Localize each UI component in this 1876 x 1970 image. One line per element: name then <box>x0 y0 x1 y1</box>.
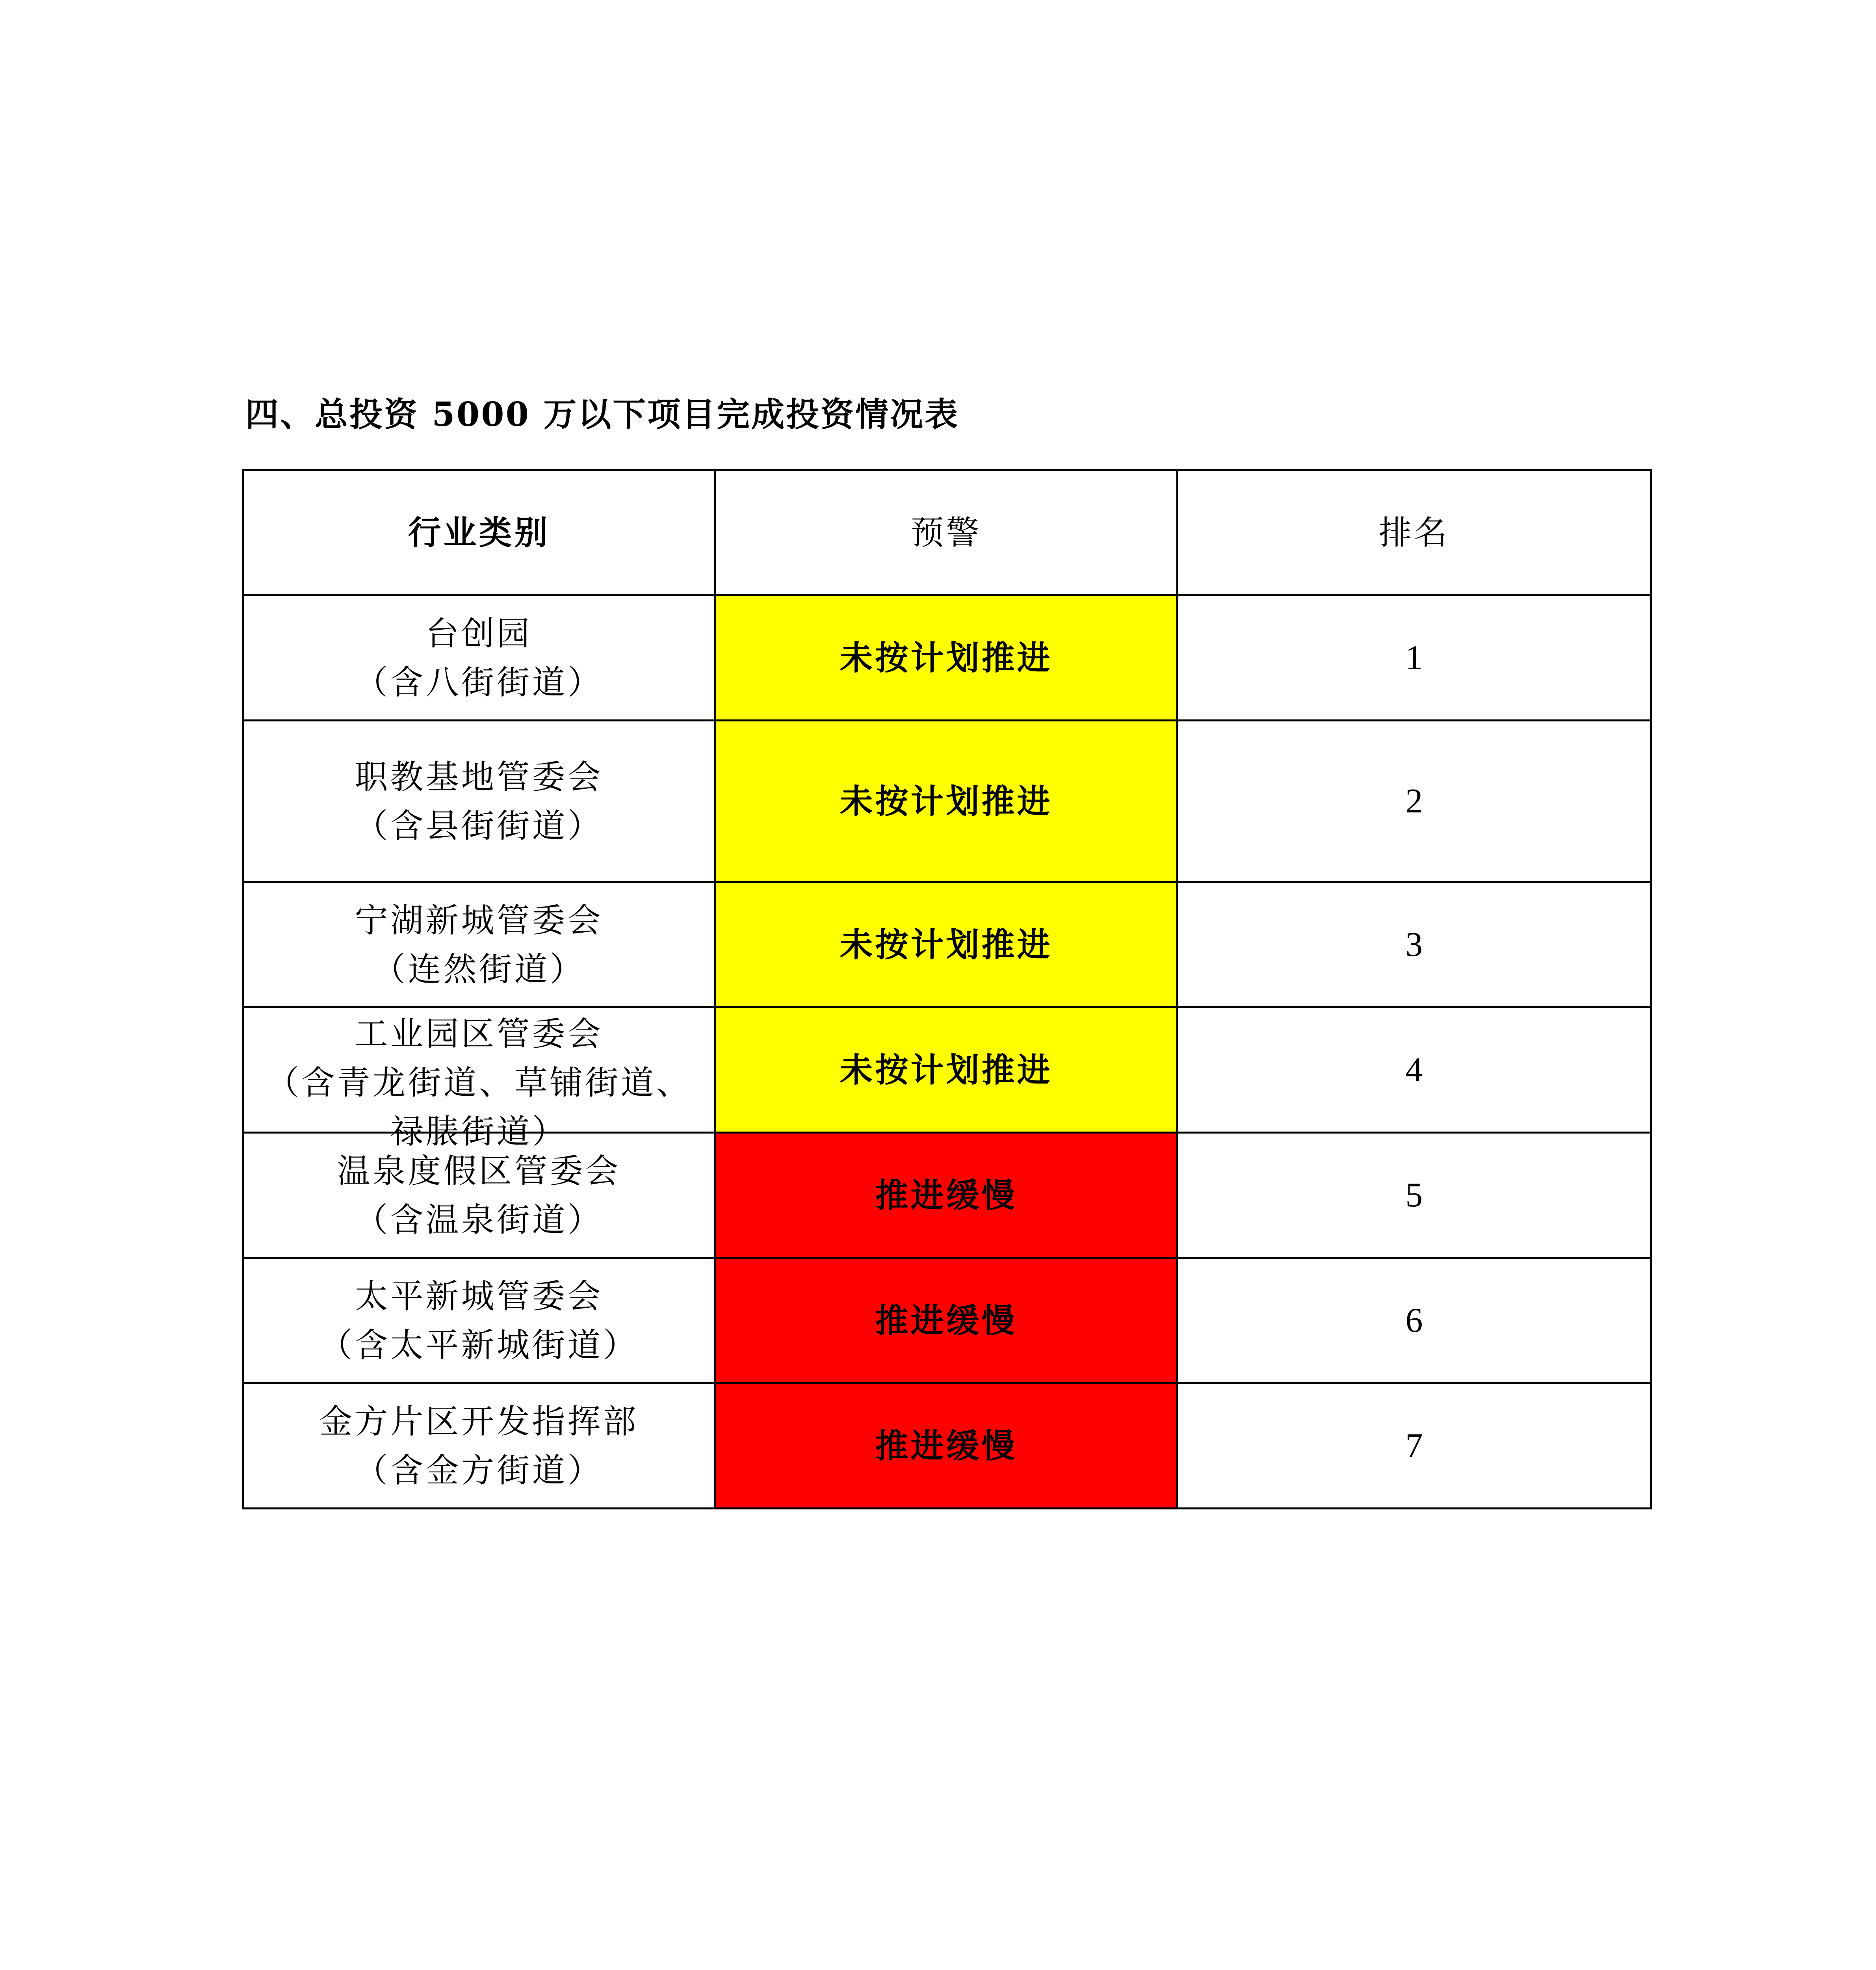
category-name: 台创园 <box>425 614 532 653</box>
category-note: （含太平新城街道） <box>319 1325 639 1364</box>
rank-value: 2 <box>1405 782 1423 820</box>
header-category: 行业类别 <box>243 470 715 595</box>
warning-cell <box>715 882 1178 1007</box>
rank-value: 4 <box>1405 1051 1423 1089</box>
category-name: 金方片区开发指挥部 <box>319 1402 639 1441</box>
category-cell <box>243 595 715 721</box>
rank-cell <box>1178 1383 1651 1509</box>
category-name: 太平新城管委会 <box>355 1277 603 1316</box>
header-warning: 预警 <box>715 470 1178 595</box>
warning-status: 未按计划推进 <box>840 638 1053 677</box>
warning-status: 未按计划推进 <box>840 781 1053 821</box>
table-row <box>243 1133 1651 1258</box>
warning-status: 推进缓慢 <box>875 1175 1017 1215</box>
table-row <box>243 882 1651 1007</box>
warning-cell <box>715 1133 1178 1258</box>
section-title: 四、总投资 5000 万以下项目完成投资情况表 <box>245 395 960 434</box>
investment-warning-table <box>242 469 1652 1509</box>
category-cell <box>243 882 715 1007</box>
category-note: （连然街道） <box>372 950 585 989</box>
warning-cell <box>715 595 1178 721</box>
warning-cell <box>715 721 1178 882</box>
rank-cell <box>1178 1258 1651 1383</box>
warning-cell <box>715 1258 1178 1383</box>
table-row <box>243 1007 1651 1133</box>
warning-status: 推进缓慢 <box>875 1301 1017 1340</box>
rank-cell <box>1178 1007 1651 1133</box>
category-name: 宁湖新城管委会 <box>355 901 603 940</box>
warning-cell <box>715 1383 1178 1509</box>
category-name: 温泉度假区管委会 <box>337 1151 621 1190</box>
category-name: 职教基地管委会 <box>355 757 603 796</box>
table-row <box>243 1383 1651 1509</box>
category-note: （含金方街道） <box>355 1451 603 1490</box>
category-name: 工业园区管委会 <box>355 1014 603 1053</box>
warning-status: 推进缓慢 <box>875 1426 1017 1465</box>
rank-cell <box>1178 882 1651 1007</box>
category-note: （含温泉街道） <box>355 1200 603 1239</box>
category-note-overflow: 禄脿街道） <box>390 1112 568 1151</box>
category-cell <box>243 1133 715 1258</box>
rank-cell <box>1178 721 1651 882</box>
category-cell <box>243 1258 715 1383</box>
category-cell <box>243 1383 715 1509</box>
table-row <box>243 1258 1651 1383</box>
category-cell <box>243 721 715 882</box>
rank-value: 3 <box>1405 926 1423 964</box>
category-cell <box>243 1007 715 1151</box>
warning-cell <box>715 1007 1178 1133</box>
table-row <box>243 721 1651 882</box>
category-note: （含县街街道） <box>355 806 603 845</box>
rank-value: 6 <box>1405 1301 1423 1340</box>
category-clip <box>244 1009 714 1151</box>
rank-cell <box>1178 595 1651 721</box>
table-header-row <box>243 470 1651 595</box>
rank-value: 1 <box>1405 639 1423 677</box>
rank-value: 5 <box>1405 1176 1423 1214</box>
warning-status: 未按计划推进 <box>840 925 1053 964</box>
rank-value: 7 <box>1405 1427 1423 1465</box>
warning-status: 未按计划推进 <box>840 1050 1053 1089</box>
category-note: （含青龙街道、草铺街道、 <box>266 1063 692 1102</box>
category-note: （含八街街道） <box>355 663 603 702</box>
table-row <box>243 595 1651 721</box>
rank-cell <box>1178 1133 1651 1258</box>
header-rank: 排名 <box>1178 470 1651 595</box>
